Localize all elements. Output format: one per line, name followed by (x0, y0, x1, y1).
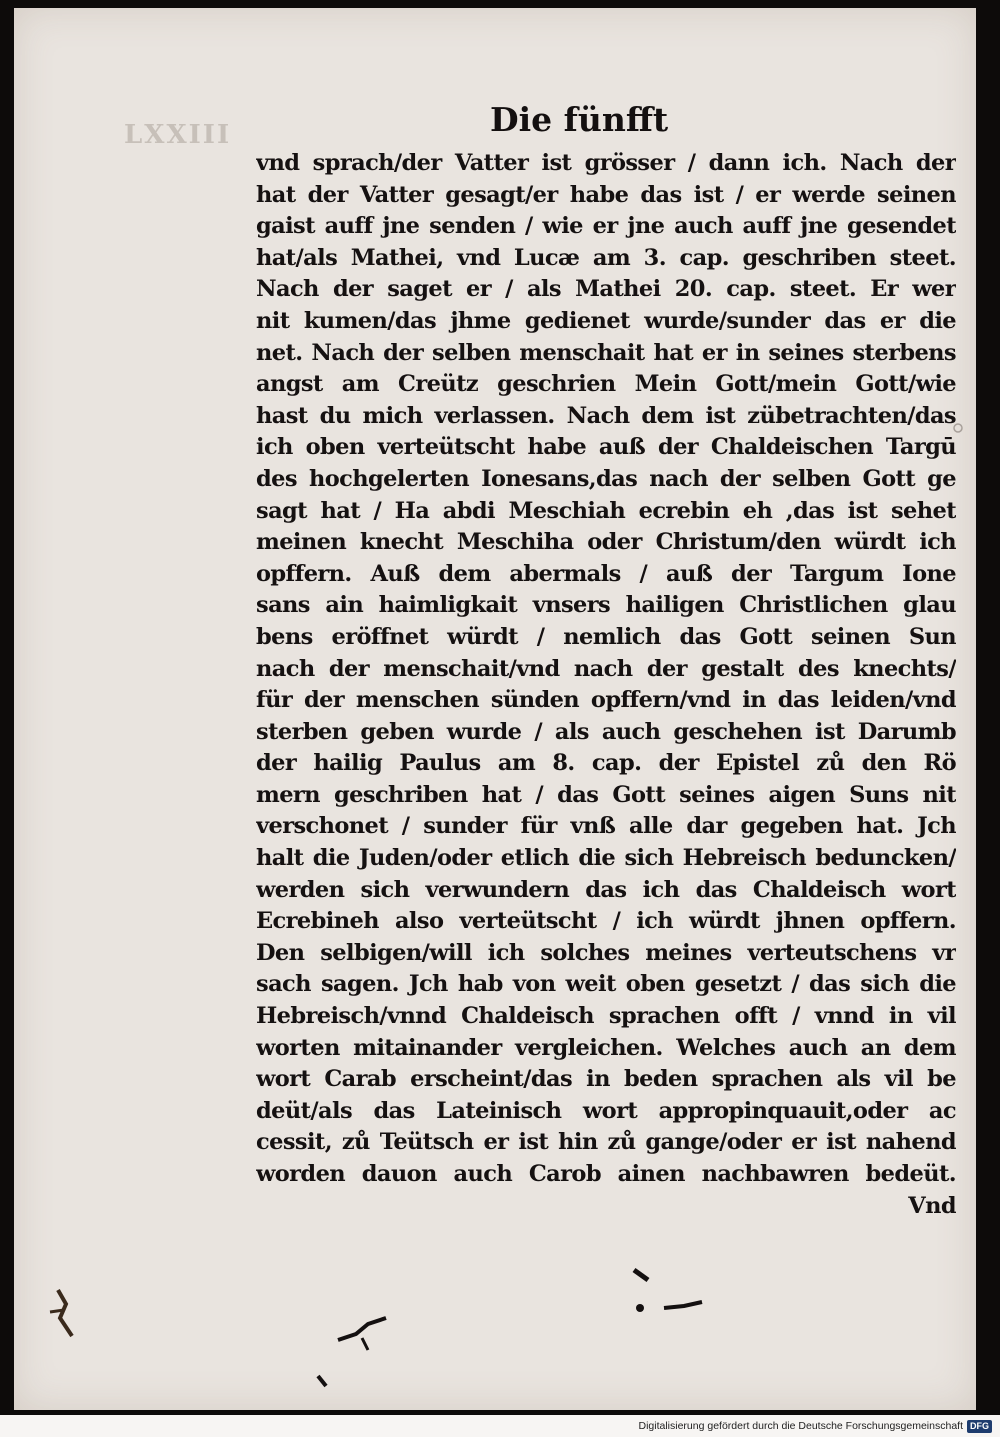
text-line: worden dauon auch Carob ainen nachbawren bedeüt. (256, 1161, 956, 1187)
bleed-through-folio: LXXIII (124, 120, 232, 150)
text-line: opffern. Auß dem abermals / auß der Targum Ione (256, 560, 956, 587)
text-line: Hebreisch/vnnd Chaldeisch sprachen offt / vnnd in vil (256, 1003, 956, 1030)
text-line: der hailig Paulus am 8. cap. der Epistel zů den Rö (256, 750, 956, 777)
text-line: hat/als Mathei, vnd Lucæ am 3. cap. geschriben steet. (256, 244, 956, 271)
text-line: sterben geben wurde / als auch geschehen ist Darumb (256, 718, 956, 745)
text-line: Nach der saget er / als Mathei 20. cap. steet. Er wer (256, 276, 956, 303)
text-line: sach sagen. Jch hab von weit oben gesetzt / das sich die (256, 971, 956, 998)
text-line: deüt/als das Lateinisch wort appropinquauit,oder ac (256, 1097, 956, 1124)
text-line: net. Nach der selben menschait hat er in seines sterbens (256, 339, 956, 366)
text-line: hast du mich verlassen. Nach dem ist zübetrachten/das (256, 402, 956, 429)
text-line: Vnd (908, 1192, 956, 1219)
text-line: halt die Juden/oder etlich die sich Hebreisch beduncken/ (256, 845, 956, 872)
text-line: mern geschriben hat / das Gott seines aigen Suns nit (256, 781, 956, 808)
text-line: cessit, zů Teütsch er ist hin zů gange/oder er ist nahend (256, 1129, 956, 1156)
text-line: Den selbigen/will ich solches meines verteutschens vr (256, 939, 956, 966)
page-body-text (256, 148, 956, 1222)
running-head: Die fünfft (490, 100, 669, 139)
text-line: werden sich verwundern das ich das Chaldeisch wort (256, 876, 956, 903)
text-line: vnd sprach/der Vatter ist grösser / dann ich. Nach der (256, 150, 956, 176)
text-line: verschonet / sunder für vnß alle dar gegeben hat. Jch (256, 813, 956, 840)
text-line: hat der Vatter gesagt/er habe das ist / er werde seinen (256, 181, 956, 208)
text-line: des hochgelerten Ionesans,das nach der selben Gott ge (256, 465, 956, 492)
text-line: gaist auff jne senden / wie er jne auch auff jne gesendet (256, 213, 956, 240)
text-line: nit kumen/das jhme gedienet wurde/sunder das er die (256, 307, 956, 334)
text-line: bens eröffnet würdt / nemlich das Gott seinen Sun (256, 623, 956, 650)
text-line: worten mitainander vergleichen. Welches auch an dem (256, 1034, 956, 1061)
text-line: wort Carab erscheint/das in beden sprachen als vil be (256, 1066, 956, 1093)
funding-credit: Digitalisierung gefördert durch die Deutsche Forschungsgemeinschaft (638, 1420, 963, 1432)
text-line: sans ain haimligkait vnsers hailigen Christlichen glau (256, 592, 956, 619)
footer-bar (0, 1415, 1000, 1437)
text-line: Ecrebineh also verteütscht / ich würdt jhnen opffern. (256, 908, 956, 935)
text-line: ich oben verteütscht habe auß der Chaldeischen Targū (256, 434, 956, 461)
text-line: nach der menschait/vnd nach der gestalt des knechts/ (256, 655, 956, 682)
text-line: für der menschen sünden opffern/vnd in das leiden/vnd (256, 687, 956, 714)
text-line: sagt hat / Ha abdi Meschiah ecrebin eh ,das ist sehet (256, 497, 956, 524)
text-line: angst am Creütz geschrien Mein Gott/mein Gott/wie (256, 371, 956, 398)
text-line: meinen knecht Meschiha oder Christum/den würdt ich (256, 529, 956, 556)
dfg-logo-icon: DFG (967, 1420, 992, 1433)
